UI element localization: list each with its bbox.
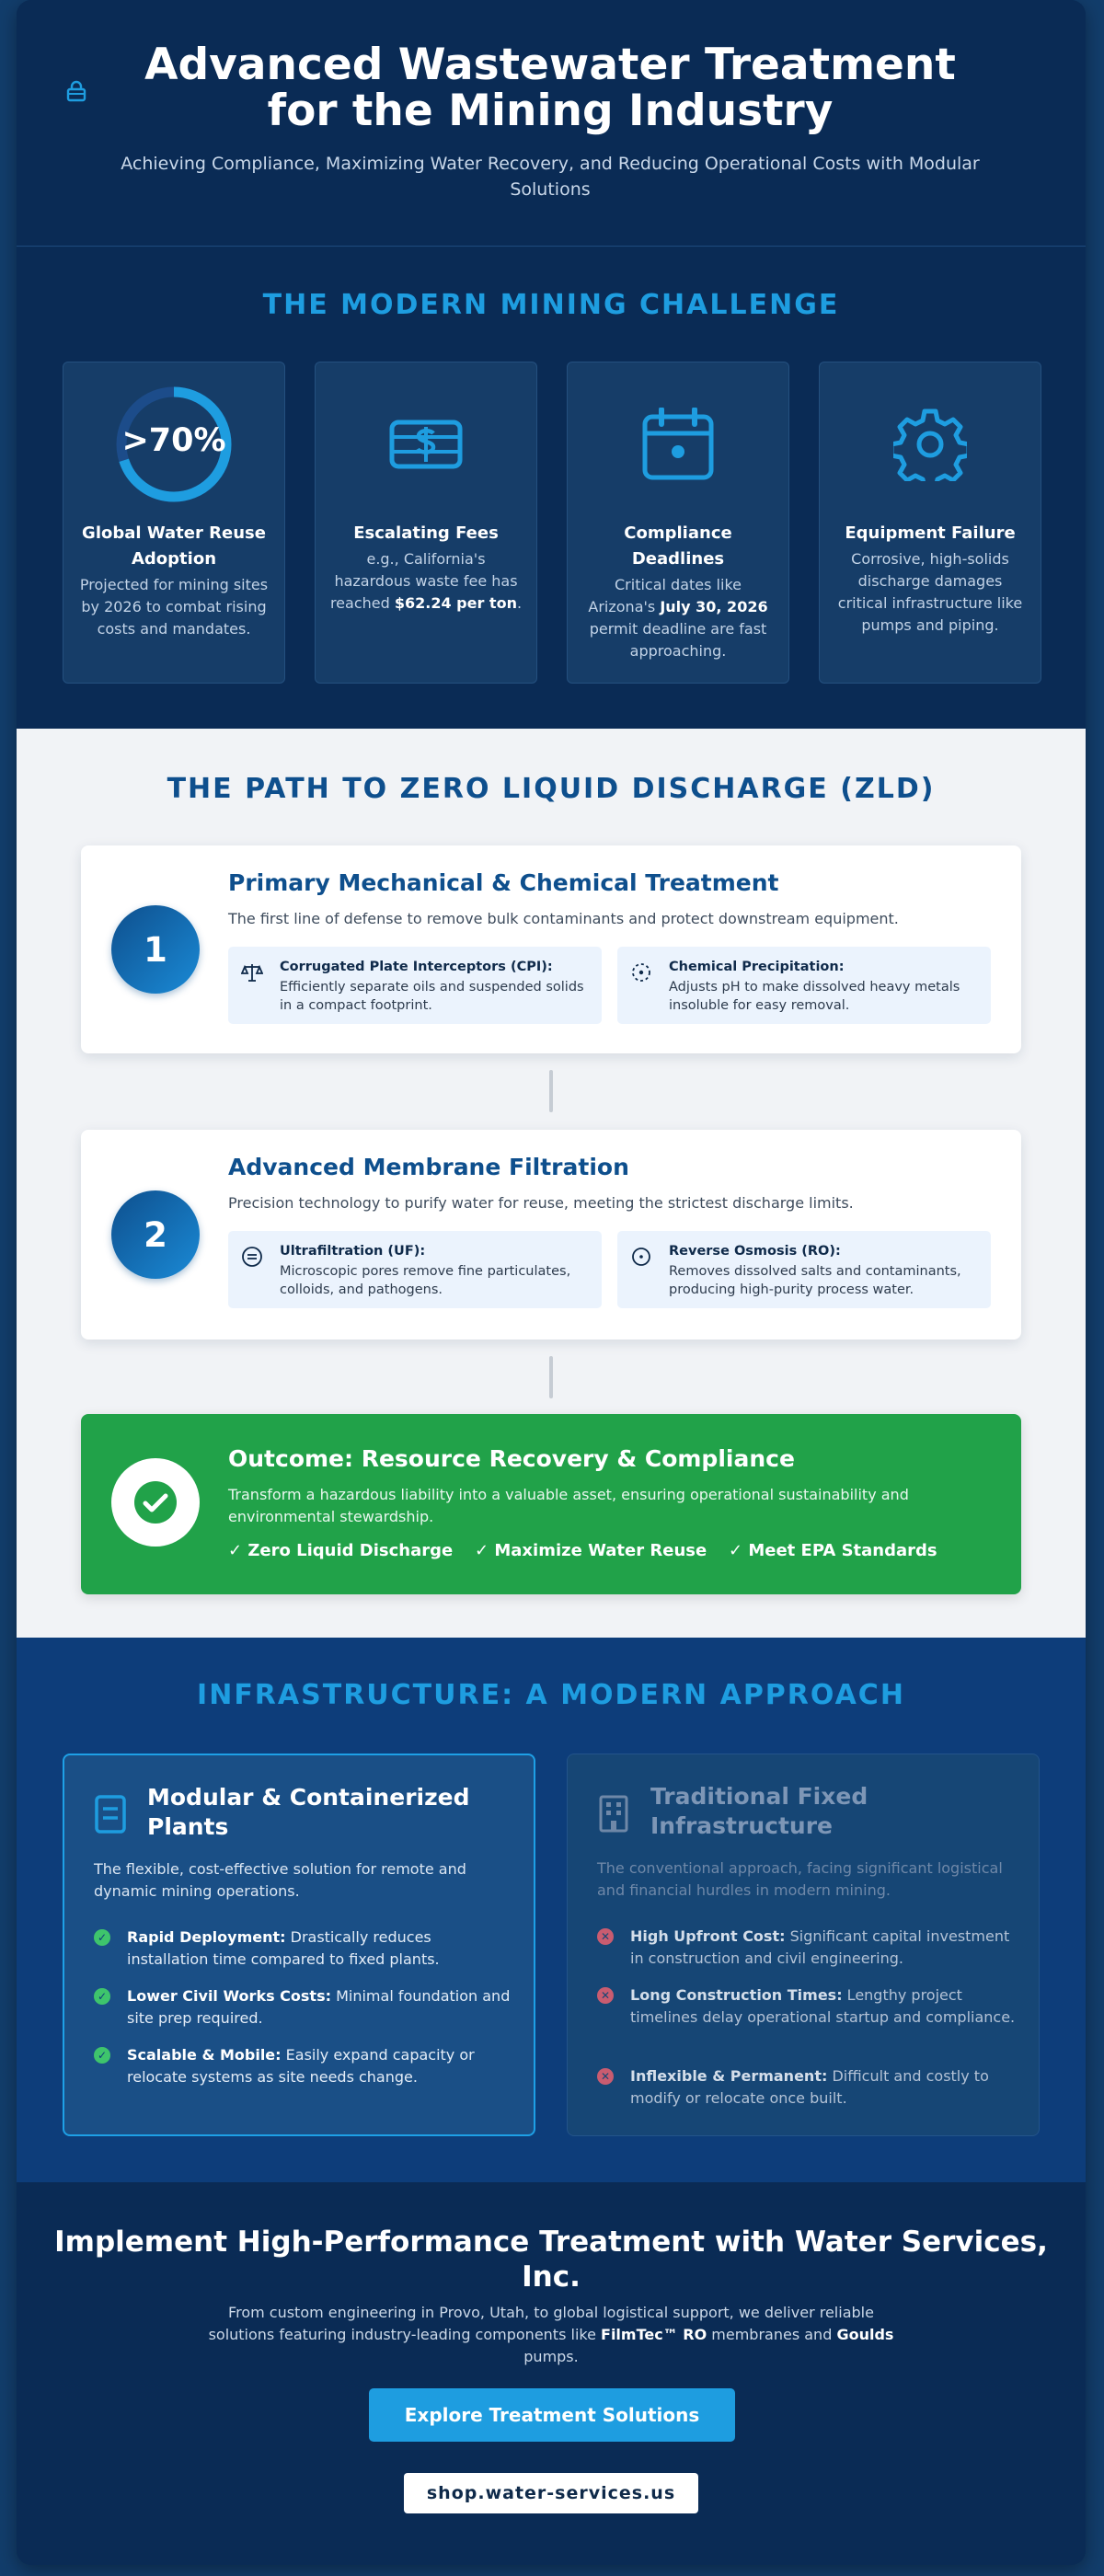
check-icon: ✓ — [94, 2047, 110, 2064]
page-subtitle: Achieving Compliance, Maximizing Water Recovery, and Reducing Operational Costs with Modular Solutions — [121, 154, 980, 200]
cta-section — [17, 2182, 1086, 2565]
challenge-card-water-reuse — [63, 362, 285, 684]
infrastructure-section — [17, 1638, 1086, 2182]
card-title: Traditional Fixed Infrastructure — [650, 1783, 868, 1839]
modular-plants-card: Modular & Containerized Plants The flexible, cost-effective solution for remote and dynamic mining operations. ✓ Rapid Deployment: Drastically reduces installation time compared to fixed plants. ✓ Lower Civil Works Costs: Minimal foundation and site prep required. ✓ Scalable & Mobile: Easily expand capacity or relocate systems as site needs change. — [63, 1754, 535, 2136]
card-desc: The flexible, cost-effective solution for remote and dynamic mining operations. — [94, 1860, 466, 1900]
step-card-1 — [81, 845, 1021, 1053]
outcome-badge — [111, 1458, 200, 1547]
website-link[interactable]: shop.water-services.us — [404, 2473, 698, 2513]
sub-card-title: Corrugated Plate Interceptors (CPI): — [280, 960, 553, 974]
container-icon — [94, 1794, 127, 1834]
money-bill-icon — [389, 417, 463, 472]
outcome-card — [81, 1414, 1021, 1594]
stat-value: >70% — [121, 422, 226, 459]
lock-icon — [64, 79, 88, 103]
dot-circle-icon — [630, 1246, 652, 1268]
outcome-check: ✓ Maximize Water Reuse — [475, 1541, 707, 1560]
step-connector — [549, 1356, 553, 1398]
sub-card-text: Efficiently separate oils and suspended solids in a compact footprint. — [280, 980, 584, 1013]
hero-section — [17, 0, 1086, 247]
card-title: Equipment Failure — [845, 523, 1016, 543]
scale-icon — [241, 961, 263, 983]
card-desc: Critical dates like Arizona's July 30, 2026 permit deadline are fast approaching. — [588, 576, 768, 660]
filter-icon — [241, 1246, 263, 1268]
sub-card-ro — [617, 1231, 991, 1308]
step-card-2 — [81, 1130, 1021, 1340]
sub-card-title: Ultrafiltration (UF): — [280, 1244, 426, 1259]
step-number: 1 — [111, 905, 200, 994]
check-icon: ✓ — [94, 1929, 110, 1946]
x-icon: ✕ — [597, 2068, 614, 2085]
sub-card-precipitation — [617, 947, 991, 1024]
card-title: Modular & Containerized Plants — [147, 1784, 470, 1840]
traditional-infrastructure-card: Traditional Fixed Infrastructure The conventional approach, facing significant logistical and financial hurdles in modern mining. ✕ High Upfront Cost: Significant capital investment in construction and civil engineering. ✕ Long Construction Times: Lengthy project timelines delay operational startup and compliance. ✕ Inflexible & Permanent: Difficult and costly to modify or relocate once built. — [567, 1754, 1040, 2136]
outcome-check: ✓ Meet EPA Standards — [729, 1541, 937, 1560]
sub-card-text: Adjusts pH to make dissolved heavy metals insoluble for easy removal. — [669, 980, 960, 1013]
check-icon: ✓ — [94, 1988, 110, 2005]
step-title: Advanced Membrane Filtration — [228, 1154, 629, 1180]
step-desc: The first line of defense to remove bulk contaminants and protect downstream equipment. — [228, 910, 899, 927]
zld-title: THE PATH TO ZERO LIQUID DISCHARGE (ZLD) — [167, 773, 936, 805]
infographic-frame — [17, 0, 1086, 2565]
challenge-section — [17, 247, 1086, 729]
card-desc: Projected for mining sites by 2026 to combat rising costs and mandates. — [79, 576, 269, 638]
x-icon: ✕ — [597, 1987, 614, 2004]
x-icon: ✕ — [597, 1928, 614, 1945]
challenge-card-deadlines — [567, 362, 789, 684]
outcome-check: ✓ Zero Liquid Discharge — [228, 1541, 454, 1560]
sub-card-cpi — [228, 947, 602, 1024]
check-circle-icon — [133, 1480, 178, 1524]
cta-desc: From custom engineering in Provo, Utah, to global logistical support, we deliver reliable solutions featuring industry-leading components like FilmTec™ RO membranes and Goulds pumps. — [208, 2304, 894, 2365]
challenge-card-equipment — [819, 362, 1041, 684]
card-desc: The conventional approach, facing significant logistical and financial hurdles in modern mining. — [597, 1859, 1003, 1899]
cta-title: Implement High-Performance Treatment with Water Services, Inc. — [54, 2225, 1048, 2294]
sub-card-text: Removes dissolved salts and contaminants, producing high-purity process water. — [669, 1264, 961, 1297]
step-number: 2 — [111, 1190, 200, 1279]
step-title: Primary Mechanical & Chemical Treatment — [228, 869, 779, 896]
gear-icon — [893, 408, 967, 481]
sub-card-uf — [228, 1231, 602, 1308]
step-desc: Precision technology to purify water for reuse, meeting the strictest discharge limits. — [228, 1194, 854, 1212]
infrastructure-title: INFRASTRUCTURE: A MODERN APPROACH — [197, 1679, 905, 1711]
step-connector — [549, 1070, 553, 1112]
sub-card-title: Reverse Osmosis (RO): — [669, 1244, 841, 1259]
outcome-desc: Transform a hazardous liability into a valuable asset, ensuring operational sustainability and environmental stewardship. — [228, 1486, 909, 1525]
sub-card-text: Microscopic pores remove fine particulates, colloids, and pathogens. — [280, 1264, 571, 1297]
card-desc: e.g., California's hazardous waste fee has reached $62.24 per ton. — [329, 550, 523, 612]
outcome-title: Outcome: Resource Recovery & Compliance — [228, 1445, 795, 1472]
page-title: Advanced Wastewater Treatment for the Mining Industry — [144, 40, 956, 136]
sub-card-title: Chemical Precipitation: — [669, 960, 845, 974]
card-title: Compliance Deadlines — [624, 523, 732, 569]
calendar-icon — [641, 408, 715, 481]
card-title: Global Water Reuse Adoption — [82, 523, 266, 569]
card-title: Escalating Fees — [353, 523, 499, 543]
explore-solutions-button[interactable]: Explore Treatment Solutions — [369, 2388, 735, 2442]
atom-icon — [630, 961, 652, 983]
zld-section — [17, 729, 1086, 1638]
challenge-title: THE MODERN MINING CHALLENGE — [262, 289, 840, 321]
challenge-card-fees — [315, 362, 537, 684]
card-desc: Corrosive, high-solids discharge damages critical infrastructure like pumps and piping. — [837, 550, 1023, 634]
building-icon — [597, 1793, 630, 1834]
